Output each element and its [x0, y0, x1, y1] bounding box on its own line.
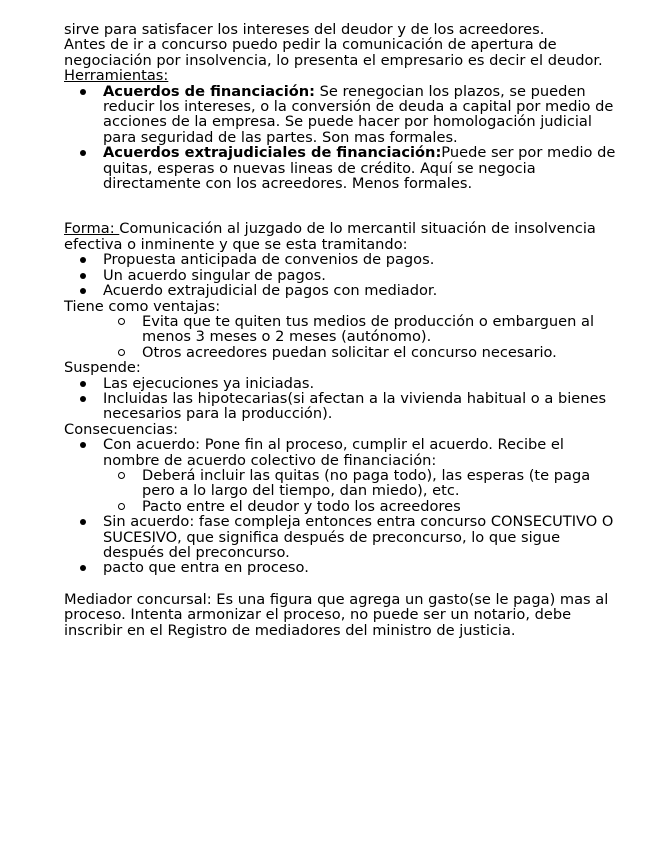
- list-consecuencias: [64, 437, 624, 576]
- paragraph-forma: [64, 221, 624, 252]
- heading-herramientas: Herramientas:: [64, 67, 169, 85]
- document-page: [64, 21, 624, 790]
- text-forma: Comunicación al juzgado de lo mercantil situación de insolvencia efectiva o inminente y que se esta tramitando:: [64, 220, 596, 253]
- list-forma: [64, 252, 624, 298]
- list-item: Acuerdo extrajudicial de pagos con mediador.: [64, 283, 624, 298]
- list-suspende: [64, 376, 624, 422]
- paragraph-mediador: Mediador concursal: Es una figura que agrega un gasto(se le paga) mas al proceso. Intenta armonizar el proceso, no puede ser un notario, debe inscribir en el Registro de mediadores del ministro de justicia.: [64, 590, 609, 639]
- heading-suspende: Suspende:: [64, 359, 141, 377]
- list-item: pacto que entra en proceso.: [64, 560, 624, 575]
- term-bold: Acuerdos de financiación:: [103, 82, 315, 100]
- list-item: Deberá incluir las quitas (no paga todo), las esperas (te paga pero a lo largo del tiempo, dan miedo), etc.: [64, 468, 624, 499]
- list-item: Otros acreedores puedan solicitar el concurso necesario.: [64, 345, 624, 360]
- list-item: Incluidas las hipotecarias(si afectan a la vivienda habitual o a bienes necesarios para la producción).: [64, 391, 624, 422]
- sublist-acuerdo: [64, 468, 624, 514]
- list-item: Las ejecuciones ya iniciadas.: [64, 376, 624, 391]
- term-text: Puede ser por medio de quitas, esperas o nuevas lineas de crédito. Aquí se negocia directamente con los acreedores. Menos formales.: [103, 144, 616, 193]
- spacer: [64, 576, 624, 592]
- heading-consecuencias: Consecuencias:: [64, 420, 178, 438]
- list-item: Un acuerdo singular de pagos.: [64, 268, 624, 283]
- term-text: Se renegocian los plazos, se pueden reducir los intereses, o la conversión de deuda a capital por medio de acciones de la empresa. Se puede hacer por homologación judicial para seguridad de las partes. Son mas formales.: [103, 82, 614, 146]
- list-item: Sin acuerdo: fase compleja entonces entra concurso CONSECUTIVO O SUCESIVO, que significa después de preconcurso, lo que sigue después del preconcurso.: [64, 514, 624, 560]
- list-item: Pacto entre el deudor y todo los acreedores: [64, 499, 624, 514]
- list-item: [64, 145, 624, 191]
- list-herramientas: [64, 84, 624, 192]
- list-item: Propuesta anticipada de convenios de pagos.: [64, 252, 624, 267]
- list-item: [64, 84, 624, 146]
- paragraph-intro: Antes de ir a concurso puedo pedir la comunicación de apertura de negociación por insolvencia, lo presenta el empresario es decir el deudor.: [64, 36, 603, 69]
- list-ventajas: [64, 314, 624, 360]
- list-item: Evita que te quiten tus medios de producción o embarguen al menos 3 meses o 2 meses (autónomo).: [64, 314, 624, 345]
- item-text: Con acuerdo: Pone fin al proceso, cumplir el acuerdo. Recibe el nombre de acuerdo colectivo de financiación:: [103, 436, 564, 469]
- term-bold: Acuerdos extrajudiciales de financiación:: [103, 144, 442, 162]
- paragraph-cut-top: sirve para satisfacer los intereses del deudor y de los acreedores.: [64, 21, 545, 38]
- label-forma: Forma:: [64, 220, 120, 238]
- heading-ventajas: Tiene como ventajas:: [64, 297, 221, 315]
- list-item: [64, 437, 624, 514]
- spacer: [64, 191, 624, 221]
